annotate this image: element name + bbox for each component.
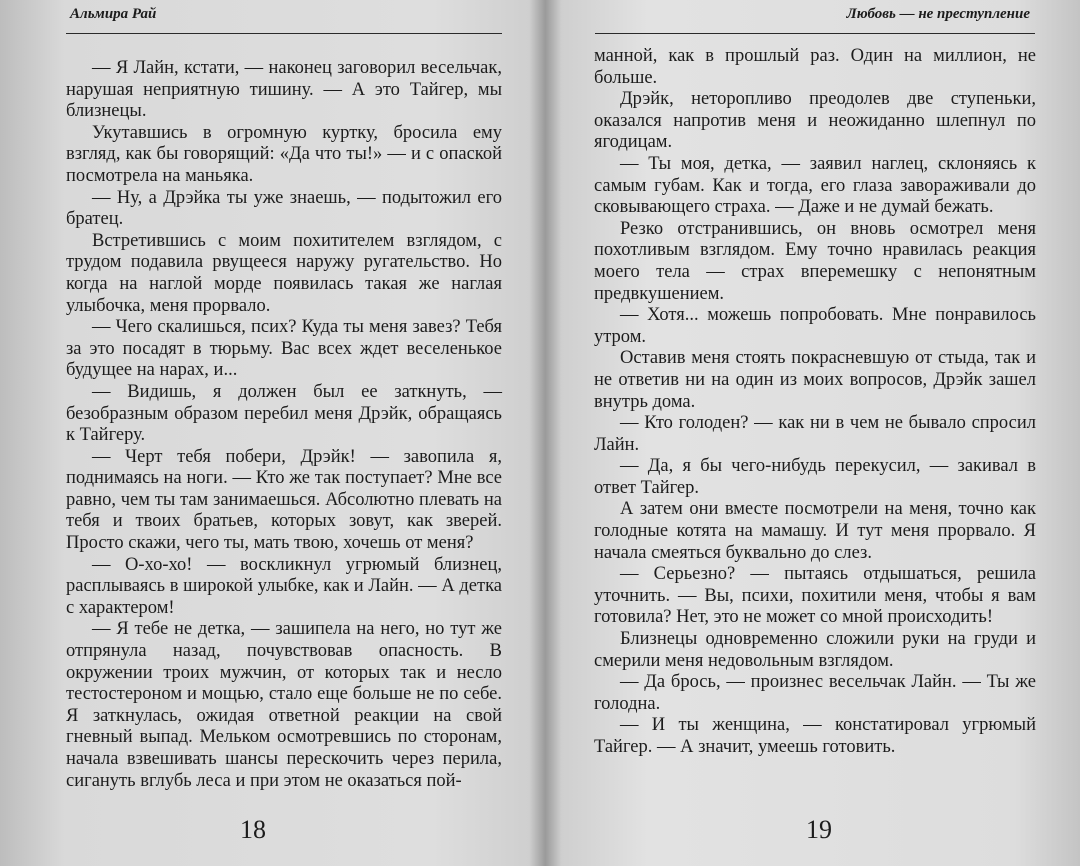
paragraph: Укутавшись в огромную куртку, бросила ему взгляд, как бы говорящий: «Да что ты!» — и с опаской посмотрела на маньяка.	[66, 122, 502, 186]
header-rule	[595, 33, 1035, 34]
paragraph: — Я Лайн, кстати, — наконец заговорил весельчак, нарушая неприятную тишину. — А это Тайгер, мы близнецы.	[66, 58, 502, 122]
paragraph: — Ты моя, детка, — заявил наглец, склоняясь к самым губам. Как и тогда, его глаза завораживали до сковывающего страха. — Даже и не думай бежать.	[594, 153, 1036, 218]
paragraph: Оставив меня стоять покрасневшую от стыда, так и не ответив ни на один из моих вопросов, Дрэйк зашел внутрь дома.	[594, 348, 1036, 412]
paragraph: — И ты женщина, — констатировал угрюмый Тайгер. — А значит, умеешь готовить.	[594, 715, 1036, 757]
right-page-text	[594, 46, 1036, 759]
paragraph: — Видишь, я должен был ее заткнуть, — безобразным образом перебил меня Дрэйк, обращаясь к Тайгеру.	[66, 381, 502, 446]
paragraph: Резко отстранившись, он вновь осмотрел меня похотливым взглядом. Ему точно нравилась реакция моего тела — страх вперемешку с непонятным предвкушением.	[594, 218, 1036, 304]
paragraph: — Да брось, — произнес весельчак Лайн. — Ты же голодна.	[594, 672, 1036, 714]
running-head-author: Альмира Рай	[70, 6, 157, 22]
paragraph: — О-хо-хо! — воскликнул угрюмый близнец, расплываясь в широкой улыбке, как и Лайн. — А детка с характером!	[66, 554, 502, 618]
paragraph-continuation: манной, как в прошлый раз. Один на миллион, не больше.	[594, 46, 1036, 88]
page-number: 18	[240, 815, 266, 844]
paragraph: — Чего скалишься, псих? Куда ты меня завез? Тебя за это посадят в тюрьму. Вас всех ждет веселенькое будущее на нарах, и...	[66, 317, 502, 381]
paragraph: — Черт тебя побери, Дрэйк! — завопила я, поднимаясь на ноги. — Кто же так поступает? Мне все равно, чем ты там занимаешься. Абсолютно плевать на тебя и твоих братьев, которых зовут, как зверей. Просто скажи, чего ты, мать твою, хочешь от меня?	[66, 446, 502, 554]
paragraph: Близнецы одновременно сложили руки на груди и смерили меня недовольным взглядом.	[594, 629, 1036, 671]
paragraph: Встретившись с моим похитителем взглядом, с трудом подавила рвущееся наружу ругательство. Но когда на наглой морде появилась такая же наглая улыбочка, меня прорвало.	[66, 230, 502, 316]
paragraph: Дрэйк, неторопливо преодолев две ступеньки, оказался напротив меня и неожиданно шлепнул по ягодицам.	[594, 89, 1036, 153]
paragraph: — Хотя... можешь попробовать. Мне понравилось утром.	[594, 305, 1036, 347]
paragraph: — Да, я бы чего-нибудь перекусил, — закивал в ответ Тайгер.	[594, 456, 1036, 498]
paragraph: — Кто голоден? — как ни в чем не бывало спросил Лайн.	[594, 413, 1036, 455]
paragraph: А затем они вместе посмотрели на меня, точно как голодные котята на мамашу. И тут меня прорвало. Я начала смеяться буквально до слез.	[594, 499, 1036, 563]
running-head-title: Любовь — не преступление	[846, 6, 1030, 22]
paragraph: — Я тебе не детка, — зашипела на него, но тут же отпрянула назад, почувствовав опасность. В окружении троих мужчин, от которых так и несло тестостероном и мощью, стало еще больше не по себе. Я заткнулась, ожидая ответной реакции на свой гневный выпад. Мельком осмотревшись по сторонам, начала взвешивать шансы перескочить через перила, сигануть вглубь леса и при этом не оказаться пой-	[66, 619, 502, 791]
header-rule	[66, 33, 502, 34]
right-page	[540, 0, 1080, 866]
left-page-text	[66, 58, 502, 792]
paragraph: — Ну, а Дрэйка ты уже знаешь, — подытожил его братец.	[66, 187, 502, 230]
page-number: 19	[806, 815, 832, 844]
paragraph: — Серьезно? — пытаясь отдышаться, решила уточнить. — Вы, психи, похитили меня, чтобы я вам готовила? Нет, это не может со мной происходить!	[594, 564, 1036, 628]
